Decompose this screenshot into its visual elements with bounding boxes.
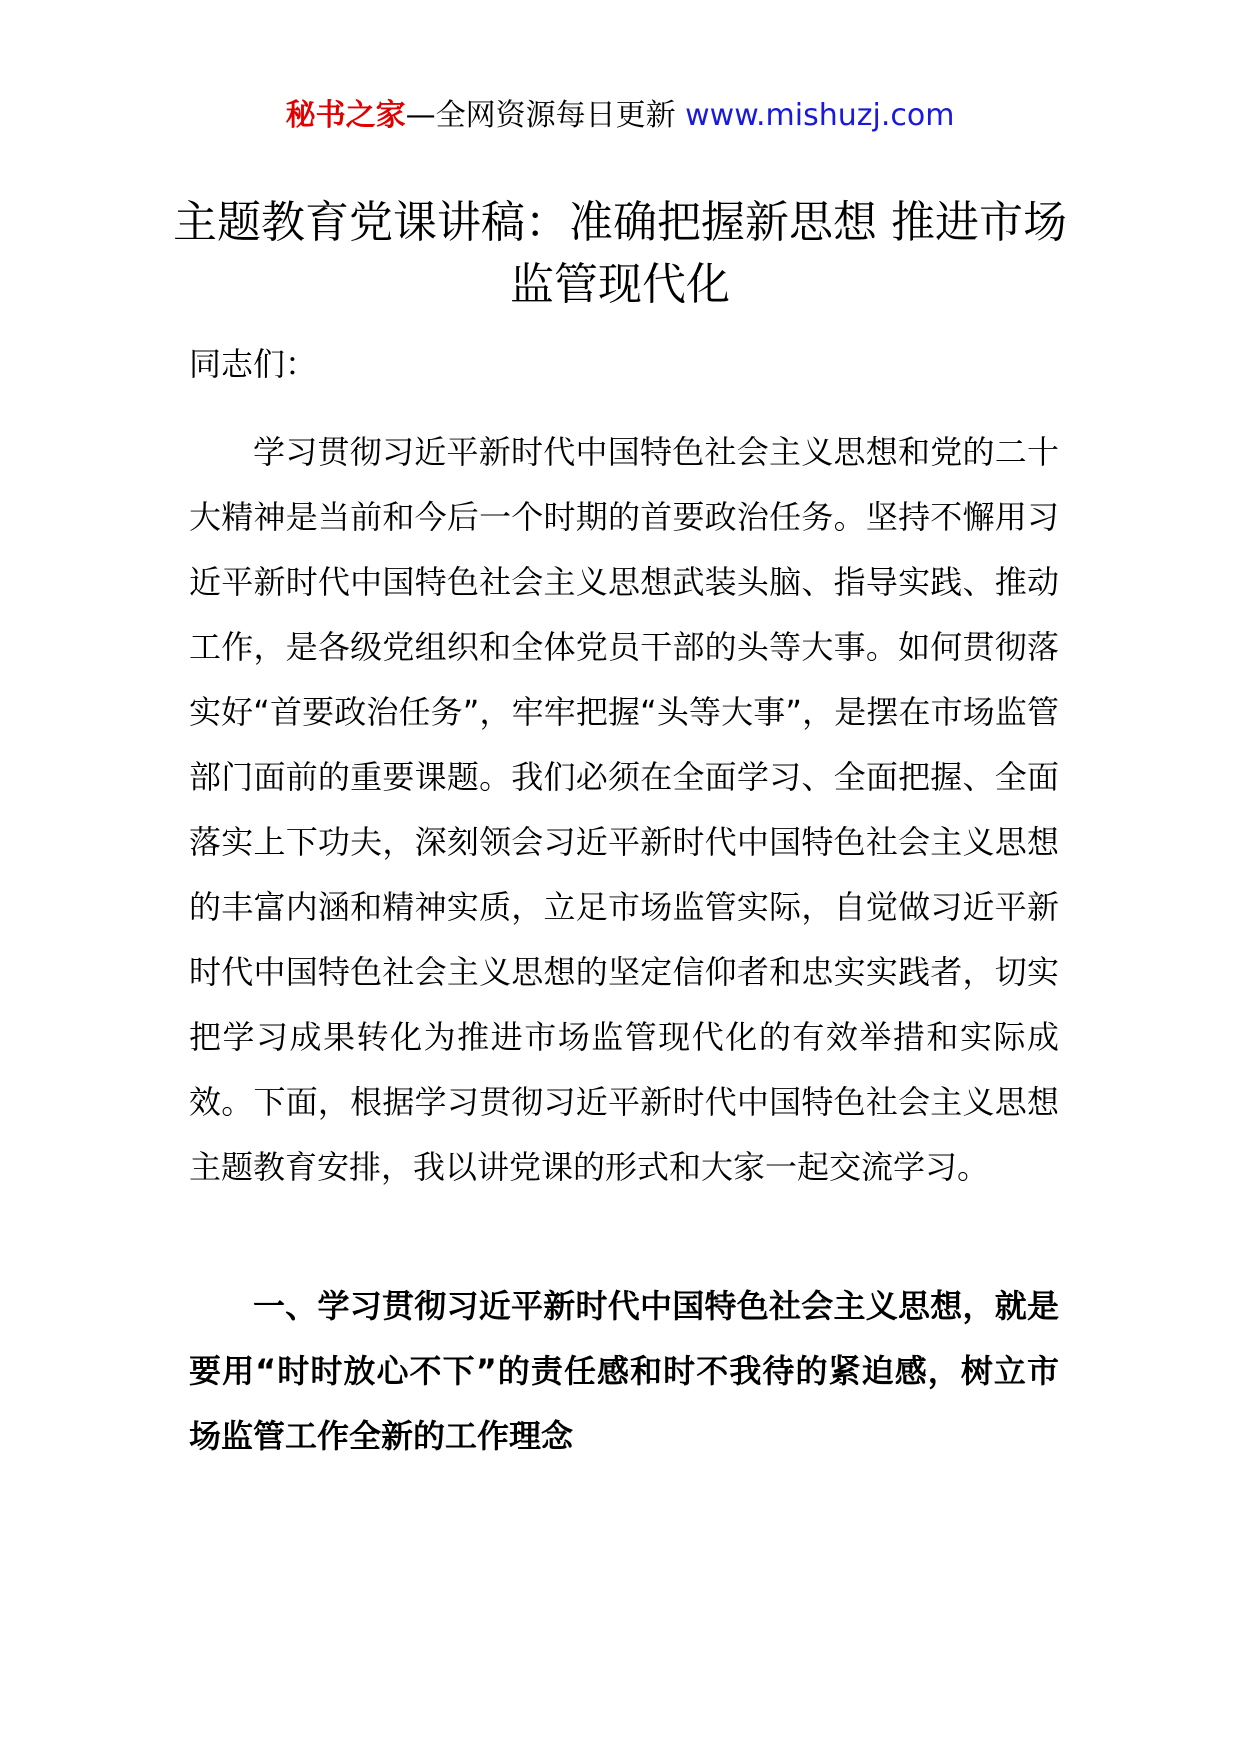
body-paragraph: 学习贯彻习近平新时代中国特色社会主义思想和党的二十大精神是当前和今后一个时期的首要政治任务。坚持不懈用习近平新时代中国特色社会主义思想武装头脑、指导实践、推动工作，是各级党组织和全体党员干部的头等大事。如何贯彻落实好“首要政治任务”，牢牢把握“头等大事”，是摆在市场监管部门面前的重要课题。我们必须在全面学习、全面把握、全面落实上下功夫，深刻领会习近平新时代中国特色社会主义思想的丰富内涵和精神实质，立足市场监管实际，自觉做习近平新时代中国特色社会主义思想的坚定信仰者和忠实实践者，切实把学习成果转化为推进市场监管现代化的有效举措和实际成效。下面，根据学习贯彻习近平新时代中国特色社会主义思想主题教育安排，我以讲党课的形式和大家一起交流学习。 [189,433,1059,1186]
site-url-link[interactable]: www.mishuzj.com [685,98,955,133]
section-heading: 一、学习贯彻习近平新时代中国特色社会主义思想，就是要用“时时放心不下”的责任感和时不我待的紧迫感，树立市场监管工作全新的工作理念 [189,1287,1059,1455]
salutation: 同志们： [189,345,318,383]
document-title: 主题教育党课讲稿：准确把握新思想 推进市场监管现代化 [173,197,1067,310]
banner-slogan: —全网资源每日更新 [405,98,676,133]
site-banner [0,96,1240,136]
brand-name: 秘书之家 [285,98,406,133]
